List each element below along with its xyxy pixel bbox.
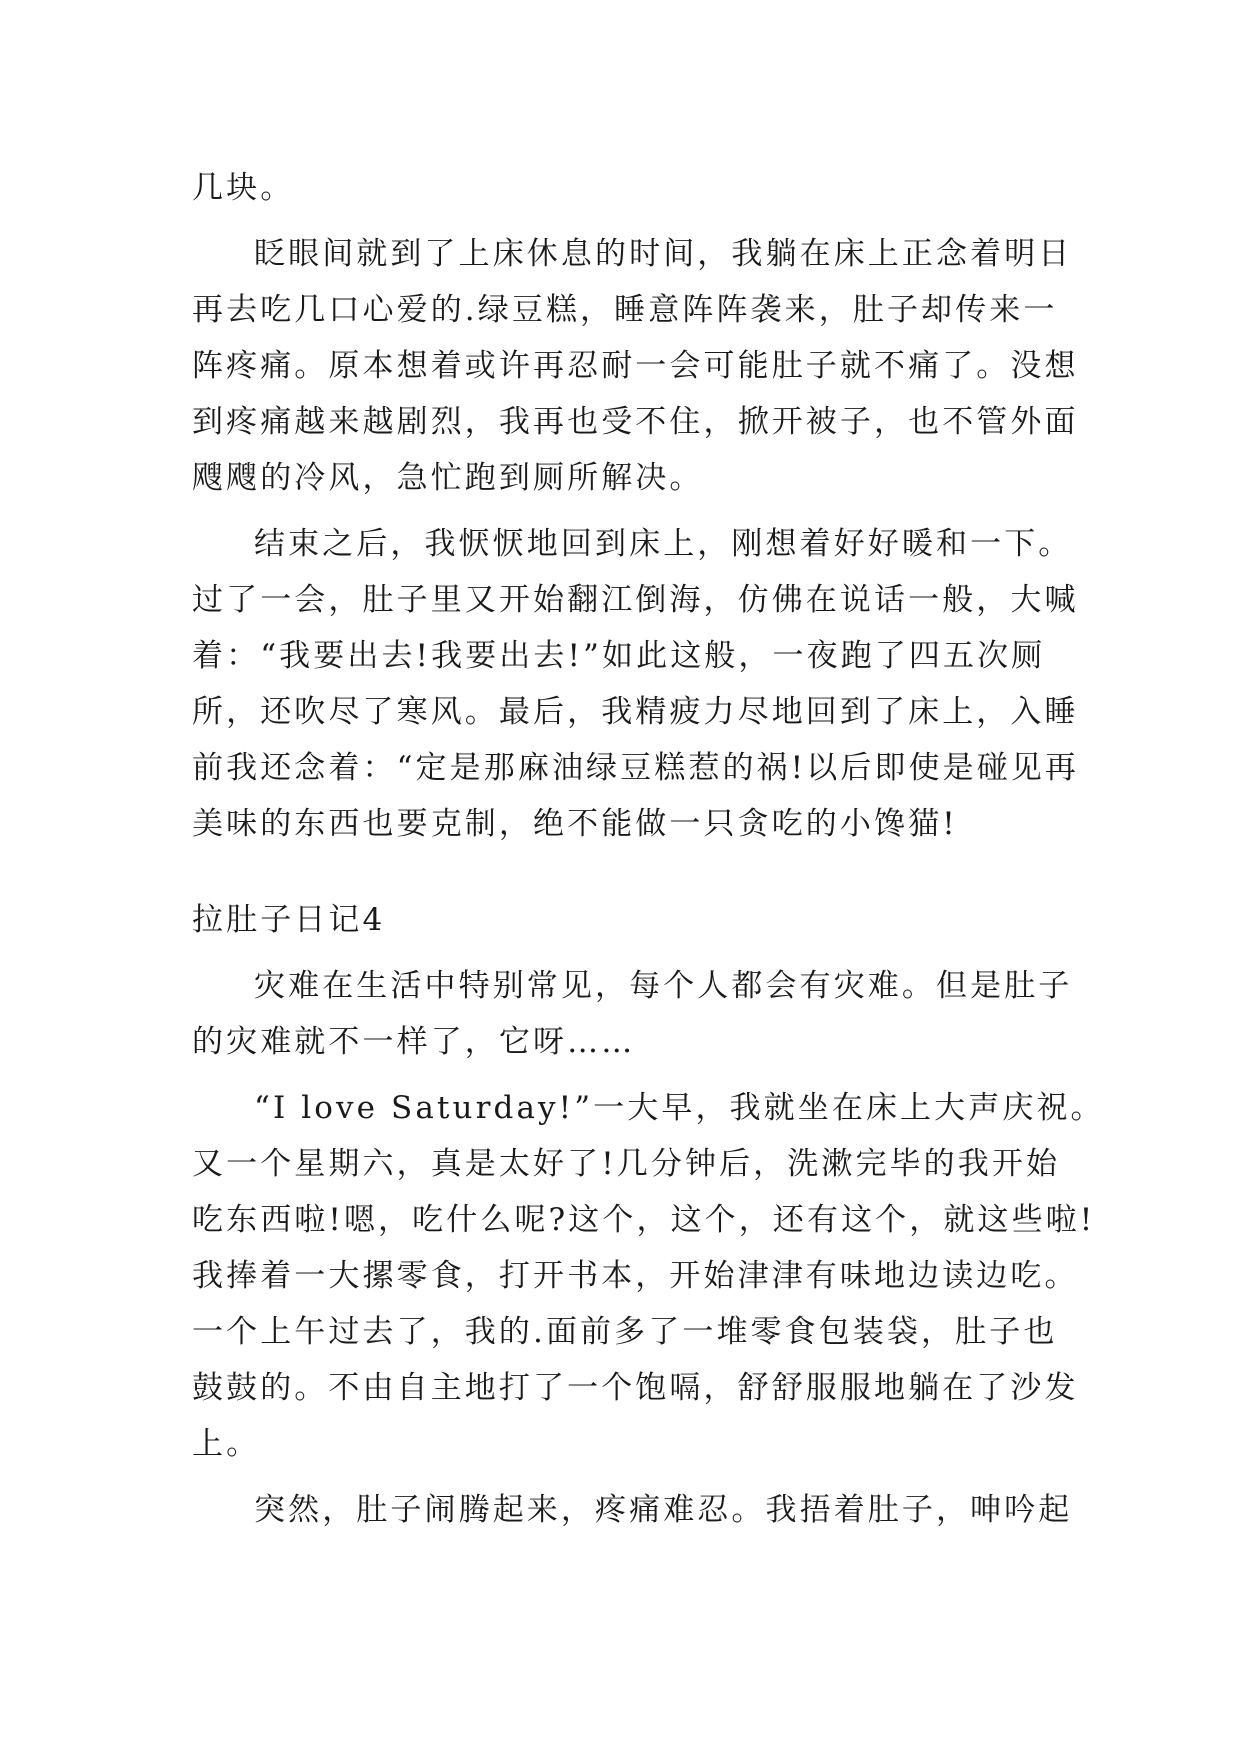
text-line: 所，还吹尽了寒风。最后，我精疲力尽地回到了床上，入睡 xyxy=(192,694,1079,730)
section-heading-block xyxy=(192,892,1072,948)
text-line: 到疼痛越来越剧烈，我再也受不住，掀开被子，也不管外面 xyxy=(192,404,1079,440)
text-line: 着：“我要出去!我要出去!”如此这般，一夜跑了四五次厕 xyxy=(192,638,1046,674)
text-line: 眨眼间就到了上床休息的时间，我躺在床上正念着明日 xyxy=(254,236,1073,272)
paragraph-3 xyxy=(192,516,1080,852)
text-line: 飕飕的冷风，急忙跑到厕所解决。 xyxy=(192,460,704,496)
text-line: 吃东西啦!嗯，吃什么呢?这个，这个，还有这个，就这些啦! xyxy=(192,1202,1096,1238)
paragraph-5 xyxy=(192,1080,1105,1472)
text-line: 再去吃几口心爱的.绿豆糕，睡意阵阵袭来，肚子却传来一 xyxy=(192,292,1058,328)
text-line: 几块。 xyxy=(192,170,295,206)
paragraph-1 xyxy=(192,160,1072,216)
text-line: 阵疼痛。原本想着或许再忍耐一会可能肚子就不痛了。没想 xyxy=(192,348,1079,384)
text-line: 过了一会，肚子里又开始翻江倒海，仿佛在说话一般，大喊 xyxy=(192,582,1079,618)
text-line: 又一个星期六，真是太好了!几分钟后，洗漱完毕的我开始 xyxy=(192,1146,1061,1182)
text-line: 一个上午过去了，我的.面前多了一堆零食包装袋，肚子也 xyxy=(192,1314,1058,1350)
text-line: 鼓鼓的。不由自主地打了一个饱嗝，舒舒服服地躺在了沙发 xyxy=(192,1370,1079,1406)
text-line: 灾难在生活中特别常见，每个人都会有灾难。但是肚子 xyxy=(254,968,1073,1004)
text-line: “I love Saturday!”一大早，我就坐在床上大声庆祝。 xyxy=(254,1090,1105,1126)
text-line: 的灾难就不一样了，它呀…… xyxy=(192,1024,636,1060)
text-line: 上。 xyxy=(192,1426,261,1462)
section-heading: 拉肚子日记4 xyxy=(192,902,386,938)
paragraph-6 xyxy=(192,1482,1072,1538)
text-line: 结束之后，我恹恹地回到床上，刚想着好好暖和一下。 xyxy=(254,526,1073,562)
text-line: 突然，肚子闹腾起来，疼痛难忍。我捂着肚子，呻吟起 xyxy=(254,1492,1073,1528)
text-line: 美味的东西也要克制，绝不能做一只贪吃的小馋猫! xyxy=(192,806,958,842)
text-line: 我捧着一大摞零食，打开书本，开始津津有味地边读边吃。 xyxy=(192,1258,1079,1294)
paragraph-2 xyxy=(192,226,1079,506)
text-line: 前我还念着：“定是那麻油绿豆糕惹的祸!以后即使是碰见再 xyxy=(192,750,1080,786)
paragraph-4 xyxy=(192,958,1072,1070)
document-page xyxy=(192,160,1105,1548)
